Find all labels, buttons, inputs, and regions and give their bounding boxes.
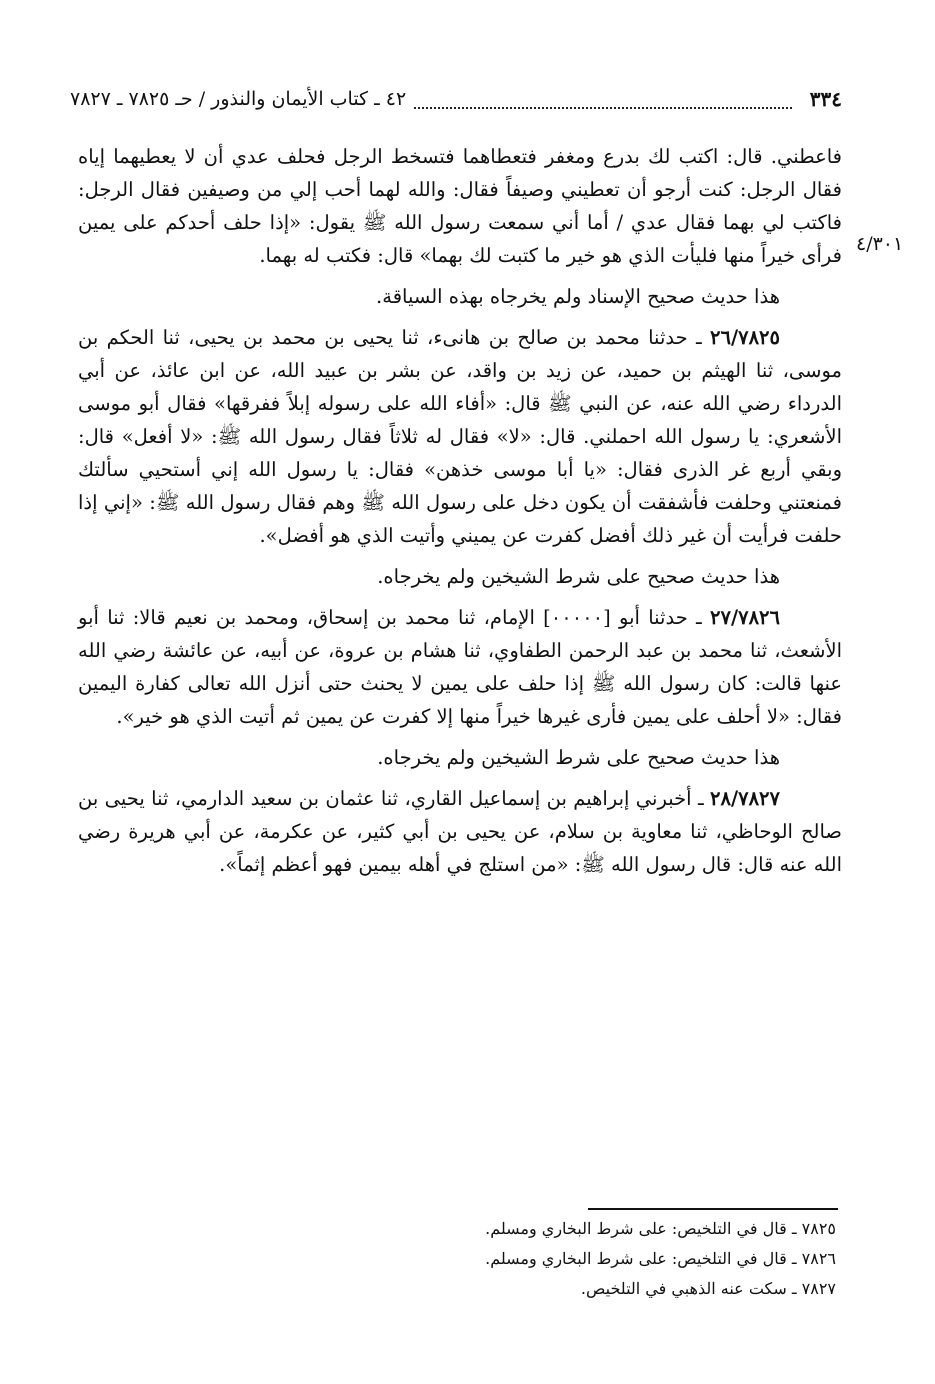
header-dot-leader xyxy=(414,89,792,109)
hadith-text: ـ حدثنا أبو [٠٠٠٠٠] الإمام، ثنا محمد بن إسحاق، ومحمد بن نعيم قالا: ثنا أبو الأشعث، ثنا محمد بن عبد الرحمن الطفاوي، ثنا هشام بن عروة، عن أبيه، عن عائشة رضي الله عنها قالت: كان رسول الله ﷺ إذا حلف على يمين لا يحنث حتى أنزل الله تعالى كفارة اليمين فقال: «لا أحلف على يمين فأرى غيرها خيراً منها إلا كفرت عن يمين ثم أتيت الذي هو خير». xyxy=(78,606,842,728)
footnote-item: ٧٨٢٦ ـ قال في التلخيص: على شرط البخاري ومسلم. xyxy=(485,1249,836,1268)
footnote-separator xyxy=(588,1208,838,1210)
footnote-item: ٧٨٢٥ ـ قال في التلخيص: على شرط البخاري ومسلم. xyxy=(485,1219,836,1238)
hadith-7827 xyxy=(78,782,842,881)
hadith-7826 xyxy=(78,601,842,733)
grading-note: هذا حديث صحيح الإسناد ولم يخرجاه بهذه السياقة. xyxy=(376,285,780,308)
hadith-text: ـ حدثنا محمد بن صالح بن هانىء، ثنا يحيى بن محمد بن يحيى، ثنا الحكم بن موسى، ثنا الهيثم بن حميد، عن زيد بن واقد، عن بشر بن عبيد الله، عن ابن عائذ، عن أبي الدرداء رضي الله عنه، عن النبي ﷺ قال: «أفاء الله على رسوله إبلاً ففرقها» فقال أبو موسى الأشعري: يا رسول الله احملني. قال: «لا» فقال له ثلاثاً فقال رسول الله ﷺ: «لا أفعل» قال: وبقي أربع غر الذرى فقال: «يا أبا موسى خذهن» فقال: يا رسول الله إني أستحيي سألتك فمنعتني وحلفت فأشفقت أن يكون دخل على رسول الله ﷺ وهم فقال رسول الله ﷺ: «إني إذا حلفت فرأيت أن غير ذلك أفضل كفرت عن يميني وأتيت الذي هو أفضل». xyxy=(78,326,842,547)
main-text xyxy=(78,140,842,881)
margin-reference: ٤/٣٠١ xyxy=(856,233,904,255)
grading-note: هذا حديث صحيح على شرط الشيخين ولم يخرجاه. xyxy=(377,565,780,588)
hadith-number: ٢٦/٧٨٢٥ xyxy=(710,326,780,349)
hadith-text: ـ أخبرني إبراهيم بن إسماعيل القاري، ثنا عثمان بن سعيد الدارمي، ثنا يحيى بن صالح الوحاظي، ثنا معاوية بن سلام، عن يحيى بن أبي كثير، عن عكرمة، عن أبي هريرة رضي الله عنه قال: قال رسول الله ﷺ: «من استلج في أهله بيمين فهو أعظم إثماً». xyxy=(78,787,842,876)
footnote-item: ٧٨٢٧ ـ سكت عنه الذهبي في التلخيص. xyxy=(580,1279,836,1298)
running-title: ٤٢ ـ كتاب الأيمان والنذور / حـ ٧٨٢٥ ـ ٧٨٢٧ xyxy=(70,88,407,110)
hadith-number: ٢٨/٧٨٢٧ xyxy=(710,787,780,810)
page-header xyxy=(70,82,842,116)
hadith-number: ٢٧/٧٨٢٦ xyxy=(710,606,780,629)
paragraph-continuation: فاعطني. قال: اكتب لك بدرع ومغفر فتعطاهما فتسخط الرجل فحلف عدي أن لا يعطيهما إياه فقال الرجل: كنت أرجو أن تعطيني وصيفاً فقال: والله لهما أحب إلي من وصيفين فقال الرجل: فاكتب لي بهما فقال عدي / أما أني سمعت رسول الله ﷺ يقول: «إذا حلف أحدكم على يمين فرأى خيراً منها فليأت الذي هو خير ما كتبت لك بهما» قال: فكتب له بهما. xyxy=(78,145,842,267)
page-number: ٣٣٤ xyxy=(809,87,842,111)
hadith-7825 xyxy=(78,321,842,552)
footnotes xyxy=(300,1214,836,1304)
grading-note: هذا حديث صحيح على شرط الشيخين ولم يخرجاه. xyxy=(377,746,780,769)
